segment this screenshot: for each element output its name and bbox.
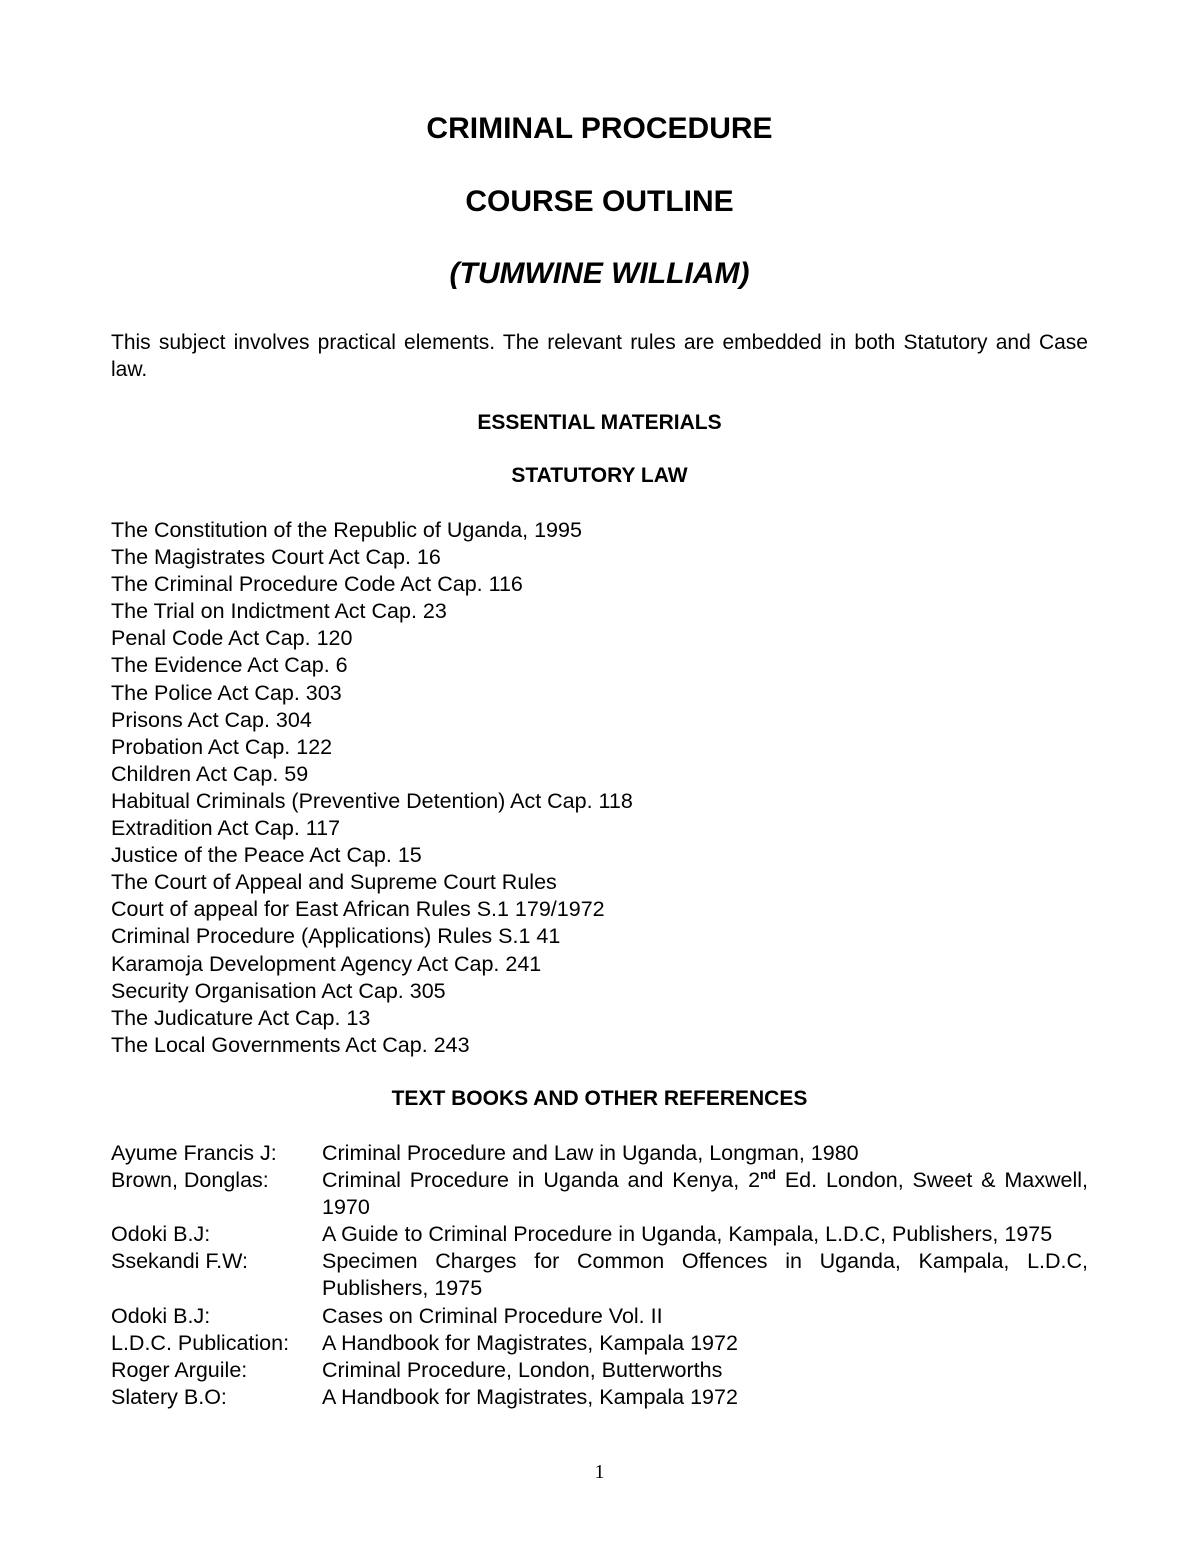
statute-item: The Police Act Cap. 303 bbox=[111, 680, 342, 705]
references-list bbox=[111, 1140, 1088, 1411]
statute-item: Security Organisation Act Cap. 305 bbox=[111, 978, 446, 1003]
reference-title: A Guide to Criminal Procedure in Uganda, Kampala, L.D.C, Publishers, 1975 bbox=[322, 1222, 1053, 1247]
reference-entry bbox=[111, 1357, 1088, 1384]
essential-materials-heading: ESSENTIAL MATERIALS bbox=[477, 411, 722, 434]
reference-author: Odoki B.J: bbox=[111, 1303, 211, 1328]
statute-item: Court of appeal for East African Rules S.1 179/1972 bbox=[111, 897, 605, 922]
reference-entry bbox=[111, 1248, 1088, 1302]
reference-title: Criminal Procedure, London, Butterworths bbox=[322, 1357, 723, 1382]
intro-paragraph: This subject involves practical elements. The relevant rules are embedded in both Statutory and Case law. bbox=[111, 331, 1088, 381]
statute-item: Karamoja Development Agency Act Cap. 241 bbox=[111, 951, 542, 976]
reference-entry bbox=[111, 1221, 1088, 1248]
document-page bbox=[111, 0, 1088, 1553]
statute-item: The Court of Appeal and Supreme Court Rules bbox=[111, 870, 557, 895]
reference-author: Roger Arguile: bbox=[111, 1357, 248, 1382]
statute-item: The Magistrates Court Act Cap. 16 bbox=[111, 545, 441, 570]
document-title: CRIMINAL PROCEDURE bbox=[426, 112, 773, 145]
page-number: 1 bbox=[594, 1461, 605, 1483]
statute-item: Prisons Act Cap. 304 bbox=[111, 707, 312, 732]
references-heading: TEXT BOOKS AND OTHER REFERENCES bbox=[391, 1087, 808, 1110]
reference-entry bbox=[111, 1167, 1088, 1221]
reference-title-part: Criminal Procedure in Uganda and Kenya, 2 bbox=[322, 1168, 761, 1193]
statute-item: Extradition Act Cap. 117 bbox=[111, 816, 341, 841]
reference-author: Brown, Donglas: bbox=[111, 1168, 269, 1193]
reference-author: Ssekandi F.W: bbox=[111, 1249, 249, 1274]
reference-title: Cases on Criminal Procedure Vol. II bbox=[322, 1303, 663, 1328]
document-author: (TUMWINE WILLIAM) bbox=[449, 257, 750, 290]
reference-entry bbox=[111, 1303, 1088, 1330]
statute-item: Penal Code Act Cap. 120 bbox=[111, 626, 353, 651]
statutory-law-heading: STATUTORY LAW bbox=[511, 464, 688, 487]
reference-title: A Handbook for Magistrates, Kampala 1972 bbox=[322, 1384, 738, 1409]
reference-title: Specimen Charges for Common Offences in Uganda, Kampala, L.D.C, Publishers, 1975 bbox=[322, 1249, 1088, 1301]
statute-item: Justice of the Peace Act Cap. 15 bbox=[111, 843, 422, 868]
statute-item: The Trial on Indictment Act Cap. 23 bbox=[111, 599, 447, 624]
ordinal-superscript: nd bbox=[760, 1166, 776, 1182]
reference-title bbox=[322, 1167, 1088, 1221]
statute-item: Probation Act Cap. 122 bbox=[111, 734, 333, 759]
reference-title: Criminal Procedure and Law in Uganda, Longman, 1980 bbox=[322, 1141, 859, 1165]
reference-entry bbox=[111, 1384, 1088, 1411]
reference-entry bbox=[111, 1330, 1088, 1357]
reference-title-part: Ed. London, Sweet & Maxwell, 1970 bbox=[322, 1168, 1088, 1220]
reference-entry bbox=[111, 1140, 1088, 1167]
statute-item: The Constitution of the Republic of Uganda, 1995 bbox=[111, 518, 582, 542]
statute-list bbox=[111, 517, 633, 1059]
document-subtitle: COURSE OUTLINE bbox=[465, 185, 734, 218]
statute-item: The Evidence Act Cap. 6 bbox=[111, 653, 348, 678]
statute-item: Habitual Criminals (Preventive Detention) Act Cap. 118 bbox=[111, 788, 633, 813]
statute-item: The Judicature Act Cap. 13 bbox=[111, 1005, 371, 1030]
reference-title: A Handbook for Magistrates, Kampala 1972 bbox=[322, 1330, 738, 1355]
reference-author: L.D.C. Publication: bbox=[111, 1330, 290, 1355]
reference-author: Ayume Francis J: bbox=[111, 1141, 277, 1165]
reference-author: Odoki B.J: bbox=[111, 1222, 211, 1247]
statute-item: The Local Governments Act Cap. 243 bbox=[111, 1032, 470, 1057]
reference-author: Slatery B.O: bbox=[111, 1384, 227, 1409]
statute-item: Children Act Cap. 59 bbox=[111, 761, 309, 786]
statute-item: Criminal Procedure (Applications) Rules S.1 41 bbox=[111, 924, 561, 949]
statute-item: The Criminal Procedure Code Act Cap. 116 bbox=[111, 572, 523, 597]
